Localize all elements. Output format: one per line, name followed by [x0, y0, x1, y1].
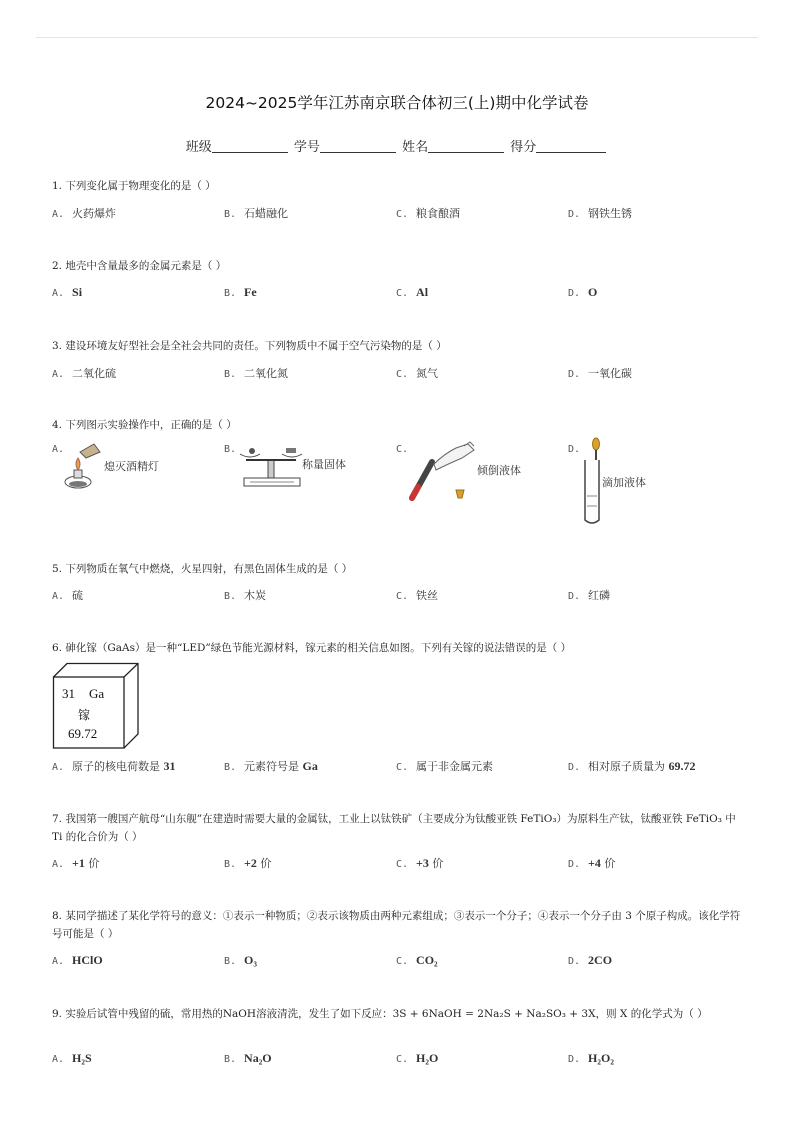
option-c[interactable]: C. 粮食酿酒 [396, 207, 461, 220]
option-a[interactable]: A. 二氧化硫 [52, 367, 117, 380]
class-label: 班级 [185, 140, 212, 155]
option-d[interactable]: D. H₂O₂ [568, 1051, 614, 1065]
name-label: 姓名 [402, 140, 429, 155]
option-b[interactable]: B. 元素符号是 Ga [224, 759, 318, 773]
score-blank[interactable] [536, 139, 606, 153]
option-d[interactable]: D. +4 价 [568, 856, 616, 870]
option-d[interactable]: D. 红磷 [568, 589, 611, 602]
option-a-caption: 熄灭酒精灯 [104, 460, 159, 473]
option-c[interactable]: C. Al [396, 285, 429, 299]
option-c[interactable]: C. CO₂ [396, 953, 438, 967]
option-a[interactable]: A. +1 价 [52, 856, 100, 870]
option-a-letter: A. [52, 444, 65, 455]
name-blank[interactable] [428, 139, 504, 153]
id-label: 学号 [293, 140, 320, 155]
question-1-stem: 1. 下列变化属于物理变化的是（ ） [52, 180, 216, 192]
option-a[interactable]: A. Si [52, 285, 83, 299]
option-c[interactable]: C. +3 价 [396, 856, 444, 870]
question-6-stem: 6. 砷化镓（GaAs）是一种“LED”绿色节能光源材料，镓元素的相关信息如图。下列有关镓的说法错误的是（ ） [52, 642, 572, 654]
question-4-stem: 4. 下列图示实验操作中，正确的是（ ） [52, 419, 237, 431]
question-7-stem: 7. 我国第一艘国产航母“山东舰”在建造时需要大量的金属钛，工业上以钛铁矿（主要成分为钛酸亚铁 FeTiO₃）为原料生产钛，钛酸亚铁 FeTiO₃ 中 Ti 的化合价为（ ） [52, 813, 736, 843]
option-d[interactable]: D. 一氧化碳 [568, 367, 633, 380]
option-a[interactable]: A. HClO [52, 953, 103, 967]
option-c-caption: 倾倒液体 [477, 464, 521, 477]
question-5-stem: 5. 下列物质在氧气中燃烧，火星四射，有黑色固体生成的是（ ） [52, 563, 353, 575]
option-c[interactable]: C. 属于非金属元素 [396, 760, 494, 773]
student-info-line [0, 136, 794, 155]
page-title: 2024~2025学年江苏南京联合体初三(上)期中化学试卷 [205, 94, 589, 112]
option-a[interactable]: A. H₂S [52, 1051, 92, 1065]
element-mass: 69.72 [68, 726, 98, 741]
option-b[interactable]: B. 二氧化氮 [224, 367, 289, 380]
pour-liquid-figure[interactable] [404, 440, 480, 504]
option-d[interactable]: D. 钢铁生锈 [568, 207, 633, 220]
option-b[interactable]: B. Na₂O [224, 1051, 272, 1065]
option-a[interactable]: A. 硫 [52, 589, 84, 602]
option-a[interactable]: A. 火药爆炸 [52, 207, 117, 220]
balance-figure[interactable] [236, 444, 304, 490]
question-9-stem: 9. 实验后试管中残留的硫，常用热的NaOH溶液清洗，发生了如下反应：3S + 6NaOH = 2Na₂S + Na₂SO₃ + 3X，则 X 的化学式为（ ） [52, 1008, 708, 1020]
option-c[interactable]: C. 铁丝 [396, 589, 439, 602]
option-d[interactable]: D. O [568, 285, 598, 299]
alcohol-lamp-figure[interactable] [60, 440, 104, 492]
element-name: 镓 [78, 708, 91, 722]
element-symbol: Ga [89, 686, 105, 701]
option-b[interactable]: B. Fe [224, 285, 257, 299]
option-d-caption: 滴加液体 [602, 476, 646, 489]
question-2-stem: 2. 地壳中含量最多的金属元素是（ ） [52, 260, 227, 272]
class-blank[interactable] [212, 139, 288, 153]
top-divider [36, 37, 758, 38]
question-3-stem: 3. 建设环境友好型社会是全社会共同的责任。下列物质中不属于空气污染物的是（ ） [52, 340, 447, 352]
option-b-caption: 称量固体 [302, 458, 346, 471]
option-b[interactable]: B. 木炭 [224, 589, 267, 602]
option-d[interactable]: D. 2CO [568, 953, 613, 967]
option-b-letter: B. [224, 444, 237, 455]
option-c-letter: C. [396, 444, 409, 455]
score-label: 得分 [510, 140, 537, 155]
option-b[interactable]: B. O₃ [224, 953, 257, 967]
id-blank[interactable] [320, 139, 396, 153]
question-8-stem: 8. 某同学描述了某化学符号的意义：①表示一种物质；②表示该物质由两种元素组成；③表示一个分子；④表示一个分子由 3 个原子构成。该化学符号可能是（ ） [52, 910, 741, 940]
option-a[interactable]: A. 原子的核电荷数是 31 [52, 759, 176, 773]
option-b[interactable]: B. 石蜡融化 [224, 207, 289, 220]
element-number: 31 [62, 686, 75, 701]
option-c[interactable]: C. 氮气 [396, 367, 439, 380]
option-b[interactable]: B. +2 价 [224, 856, 272, 870]
option-d-letter: D. [568, 444, 581, 455]
option-c[interactable]: C. H₂O [396, 1051, 439, 1065]
option-d[interactable]: D. 相对原子质量为 69.72 [568, 759, 696, 773]
